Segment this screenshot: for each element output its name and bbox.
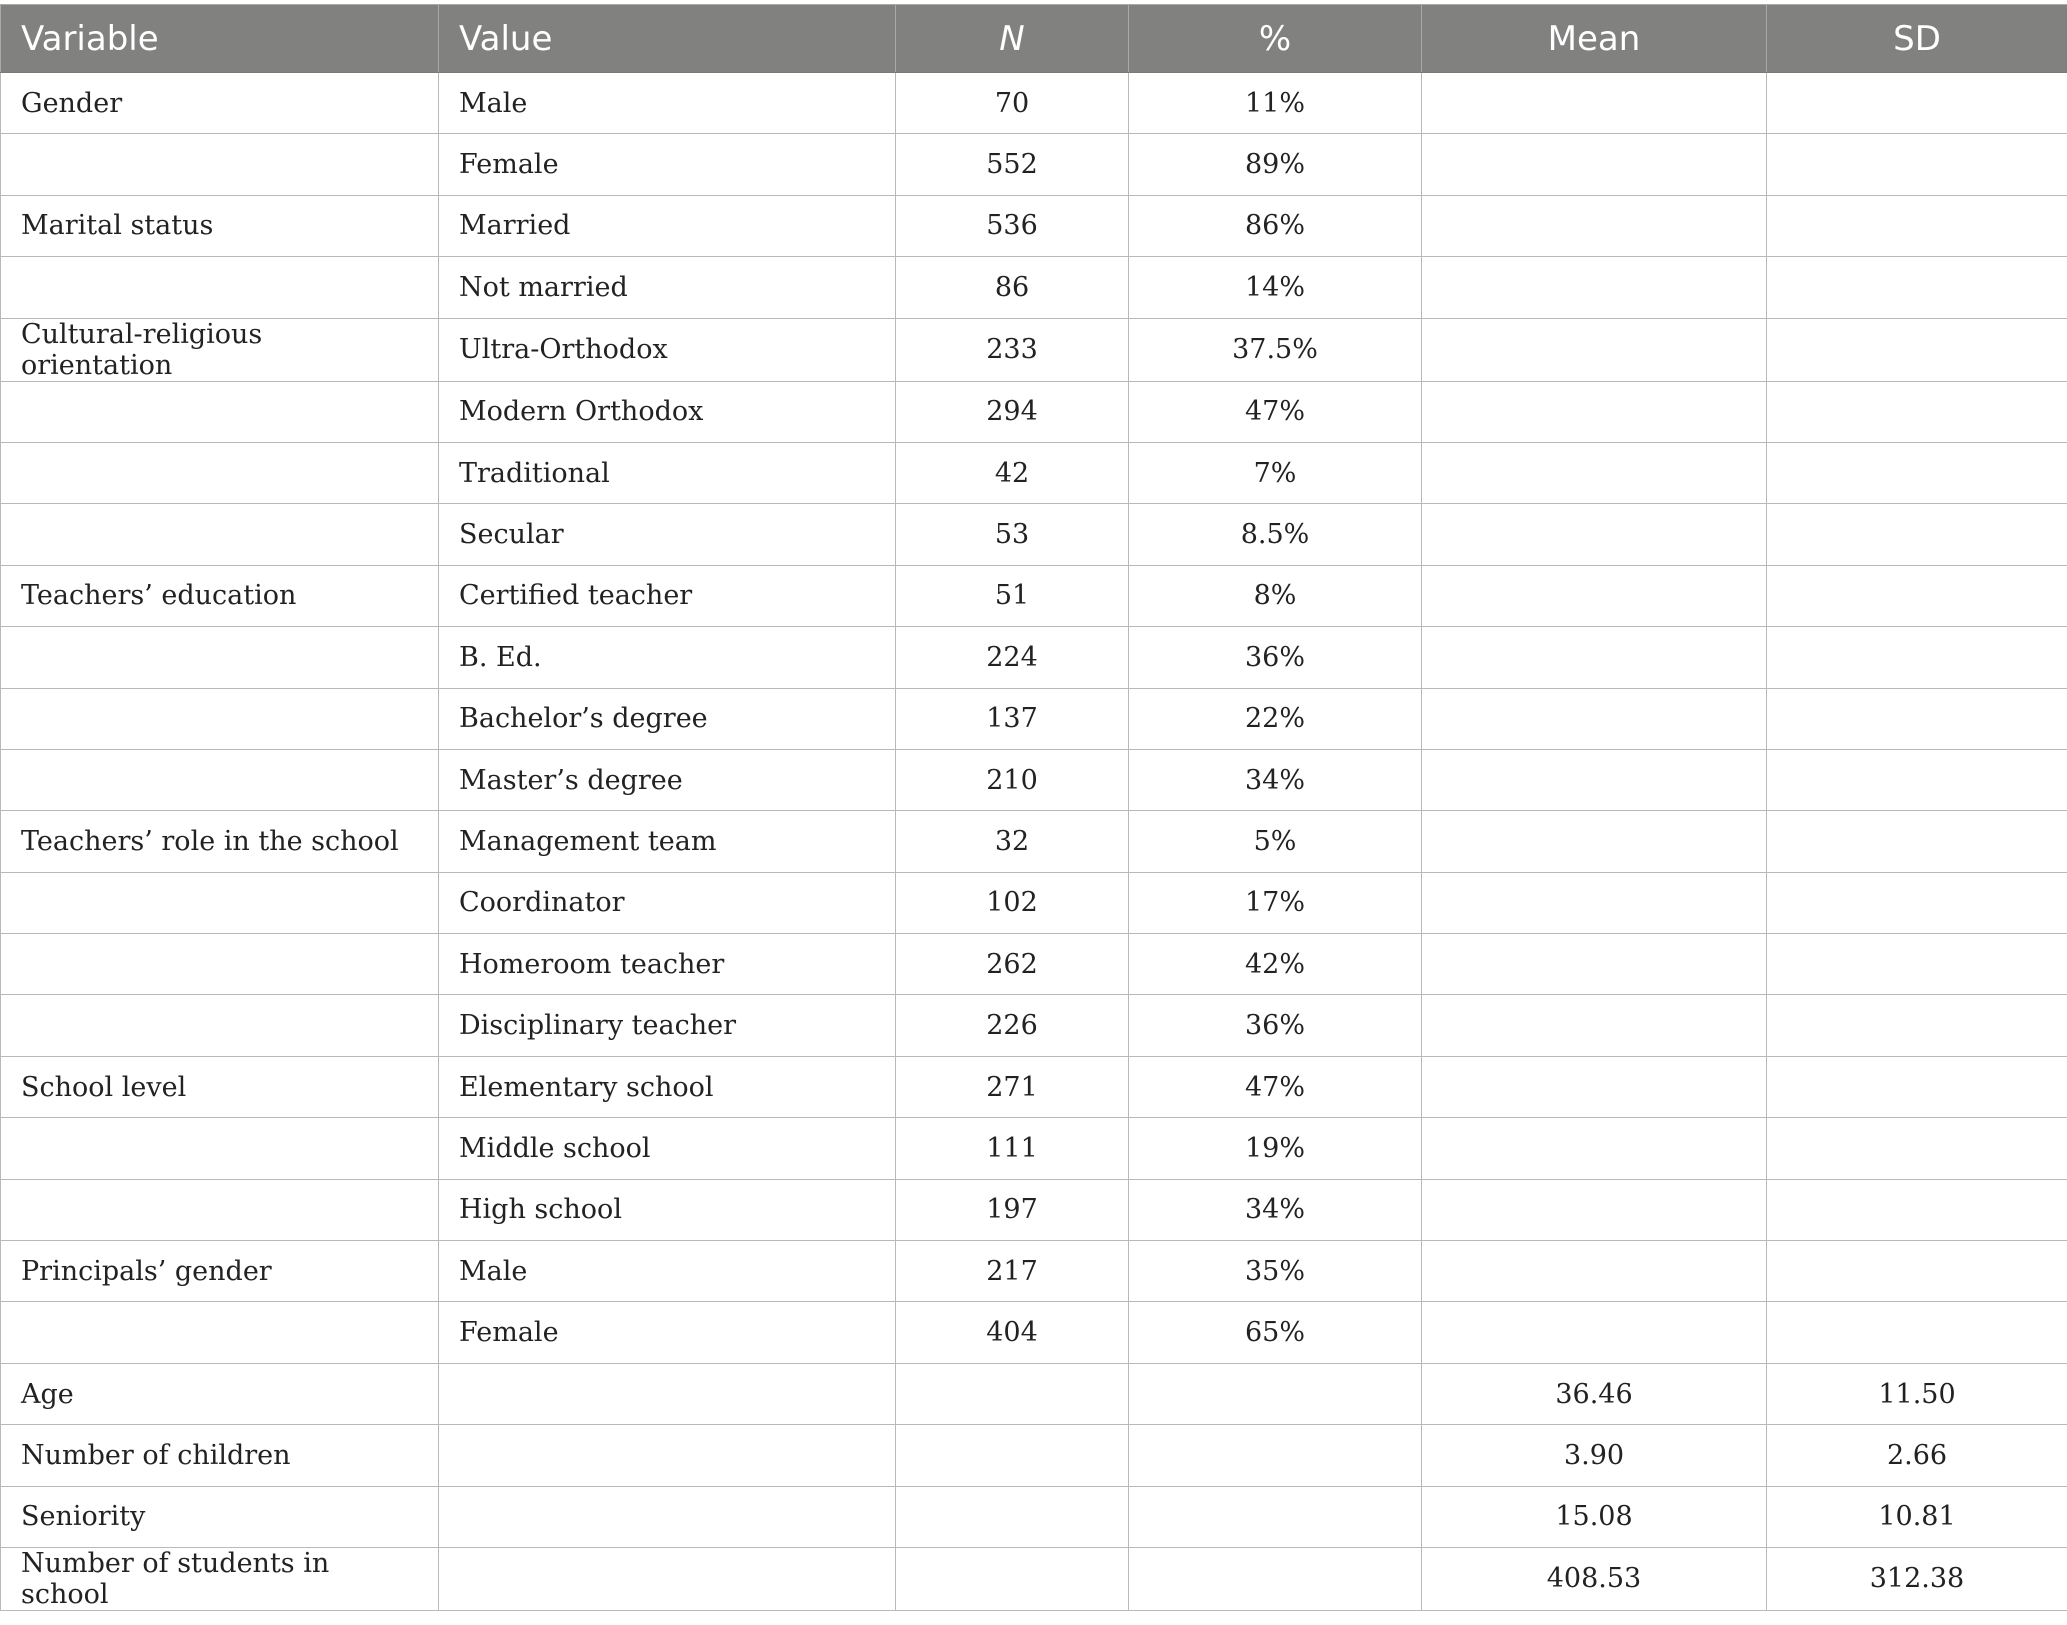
sd-cell xyxy=(1767,318,2067,381)
value-cell: Male xyxy=(439,73,896,134)
value-cell xyxy=(439,1363,896,1424)
sd-cell: 312.38 xyxy=(1767,1547,2067,1610)
percent-cell xyxy=(1129,1363,1422,1424)
n-cell: 137 xyxy=(896,688,1129,749)
value-cell: B. Ed. xyxy=(439,627,896,688)
header-n: N xyxy=(896,5,1129,73)
n-cell: 294 xyxy=(896,381,1129,442)
percent-cell: 42% xyxy=(1129,934,1422,995)
header-sd: SD xyxy=(1767,5,2067,73)
variable-cell xyxy=(1,627,439,688)
variable-cell: Age xyxy=(1,1363,439,1424)
percent-cell: 36% xyxy=(1129,995,1422,1056)
mean-cell xyxy=(1422,1241,1767,1302)
mean-cell: 36.46 xyxy=(1422,1363,1767,1424)
n-cell: 552 xyxy=(896,134,1129,195)
sd-cell xyxy=(1767,1056,2067,1117)
value-cell: Homeroom teacher xyxy=(439,934,896,995)
variable-cell: School level xyxy=(1,1056,439,1117)
value-cell xyxy=(439,1486,896,1547)
percent-cell xyxy=(1129,1425,1422,1486)
table-body xyxy=(1,73,2067,1611)
table-row xyxy=(1,1118,2067,1179)
value-cell: Management team xyxy=(439,811,896,872)
variable-cell: Principals’ gender xyxy=(1,1241,439,1302)
mean-cell xyxy=(1422,381,1767,442)
sd-cell xyxy=(1767,872,2067,933)
table-row xyxy=(1,1056,2067,1117)
value-cell: Middle school xyxy=(439,1118,896,1179)
percent-cell: 22% xyxy=(1129,688,1422,749)
n-cell: 233 xyxy=(896,318,1129,381)
mean-cell xyxy=(1422,442,1767,503)
n-cell: 197 xyxy=(896,1179,1129,1240)
percent-cell: 89% xyxy=(1129,134,1422,195)
n-cell: 210 xyxy=(896,749,1129,810)
value-cell: Master’s degree xyxy=(439,749,896,810)
variable-cell xyxy=(1,442,439,503)
header-row xyxy=(1,5,2067,73)
variable-cell xyxy=(1,504,439,565)
header-mean: Mean xyxy=(1422,5,1767,73)
sd-cell xyxy=(1767,504,2067,565)
sd-cell xyxy=(1767,688,2067,749)
n-cell: 262 xyxy=(896,934,1129,995)
mean-cell xyxy=(1422,504,1767,565)
percent-cell: 19% xyxy=(1129,1118,1422,1179)
percent-cell: 14% xyxy=(1129,257,1422,318)
mean-cell xyxy=(1422,73,1767,134)
percent-cell xyxy=(1129,1547,1422,1610)
mean-cell xyxy=(1422,811,1767,872)
percent-cell: 65% xyxy=(1129,1302,1422,1363)
n-cell: 42 xyxy=(896,442,1129,503)
sd-cell xyxy=(1767,749,2067,810)
sd-cell xyxy=(1767,381,2067,442)
mean-cell xyxy=(1422,934,1767,995)
percent-cell: 34% xyxy=(1129,749,1422,810)
variable-cell: Teachers’ education xyxy=(1,565,439,626)
percent-cell: 11% xyxy=(1129,73,1422,134)
table-row xyxy=(1,442,2067,503)
table-row xyxy=(1,811,2067,872)
n-cell: 102 xyxy=(896,872,1129,933)
variable-cell xyxy=(1,381,439,442)
value-cell: Bachelor’s degree xyxy=(439,688,896,749)
table-row xyxy=(1,872,2067,933)
mean-cell xyxy=(1422,995,1767,1056)
sd-cell xyxy=(1767,257,2067,318)
table-row xyxy=(1,1302,2067,1363)
sd-cell xyxy=(1767,934,2067,995)
n-cell xyxy=(896,1425,1129,1486)
variable-cell xyxy=(1,1302,439,1363)
sd-cell xyxy=(1767,442,2067,503)
value-cell: Coordinator xyxy=(439,872,896,933)
percent-cell: 8.5% xyxy=(1129,504,1422,565)
table-row xyxy=(1,381,2067,442)
variable-cell xyxy=(1,872,439,933)
table-header xyxy=(1,5,2067,73)
table-row xyxy=(1,1241,2067,1302)
header-percent: % xyxy=(1129,5,1422,73)
table-row xyxy=(1,1179,2067,1240)
value-cell: Secular xyxy=(439,504,896,565)
table-row xyxy=(1,627,2067,688)
percent-cell: 5% xyxy=(1129,811,1422,872)
table-row xyxy=(1,134,2067,195)
mean-cell xyxy=(1422,1118,1767,1179)
n-cell: 70 xyxy=(896,73,1129,134)
table-row xyxy=(1,1547,2067,1610)
table-row xyxy=(1,688,2067,749)
variable-cell: Number of children xyxy=(1,1425,439,1486)
sd-cell xyxy=(1767,627,2067,688)
sd-cell xyxy=(1767,565,2067,626)
value-cell: Traditional xyxy=(439,442,896,503)
value-cell xyxy=(439,1547,896,1610)
table-row xyxy=(1,1363,2067,1424)
table-row xyxy=(1,1425,2067,1486)
table-row xyxy=(1,565,2067,626)
value-cell: Ultra-Orthodox xyxy=(439,318,896,381)
percent-cell xyxy=(1129,1486,1422,1547)
value-cell: Disciplinary teacher xyxy=(439,995,896,1056)
percent-cell: 36% xyxy=(1129,627,1422,688)
table-row xyxy=(1,257,2067,318)
variable-cell: Teachers’ role in the school xyxy=(1,811,439,872)
mean-cell xyxy=(1422,1056,1767,1117)
n-cell xyxy=(896,1486,1129,1547)
header-variable: Variable xyxy=(1,5,439,73)
percent-cell: 86% xyxy=(1129,195,1422,256)
demographics-table xyxy=(0,4,2067,1611)
value-cell: Female xyxy=(439,1302,896,1363)
value-cell: Elementary school xyxy=(439,1056,896,1117)
table-row xyxy=(1,73,2067,134)
sd-cell xyxy=(1767,134,2067,195)
header-value: Value xyxy=(439,5,896,73)
value-cell: Female xyxy=(439,134,896,195)
variable-cell: Gender xyxy=(1,73,439,134)
n-cell: 224 xyxy=(896,627,1129,688)
percent-cell: 17% xyxy=(1129,872,1422,933)
sd-cell xyxy=(1767,1302,2067,1363)
mean-cell xyxy=(1422,872,1767,933)
variable-cell xyxy=(1,995,439,1056)
n-cell: 271 xyxy=(896,1056,1129,1117)
mean-cell xyxy=(1422,1179,1767,1240)
n-cell: 404 xyxy=(896,1302,1129,1363)
sd-cell: 2.66 xyxy=(1767,1425,2067,1486)
variable-cell xyxy=(1,1118,439,1179)
sd-cell xyxy=(1767,811,2067,872)
table-row xyxy=(1,318,2067,381)
table-row xyxy=(1,1486,2067,1547)
n-cell: 111 xyxy=(896,1118,1129,1179)
mean-cell xyxy=(1422,749,1767,810)
variable-cell xyxy=(1,134,439,195)
percent-cell: 8% xyxy=(1129,565,1422,626)
variable-cell: Number of students in school xyxy=(1,1547,439,1610)
mean-cell: 3.90 xyxy=(1422,1425,1767,1486)
n-cell: 536 xyxy=(896,195,1129,256)
sd-cell xyxy=(1767,1241,2067,1302)
sd-cell xyxy=(1767,1179,2067,1240)
table-row xyxy=(1,995,2067,1056)
value-cell: Not married xyxy=(439,257,896,318)
percent-cell: 37.5% xyxy=(1129,318,1422,381)
table-row xyxy=(1,934,2067,995)
sd-cell xyxy=(1767,73,2067,134)
sd-cell xyxy=(1767,995,2067,1056)
mean-cell xyxy=(1422,257,1767,318)
variable-cell: Cultural-religious orientation xyxy=(1,318,439,381)
percent-cell: 47% xyxy=(1129,1056,1422,1117)
mean-cell: 15.08 xyxy=(1422,1486,1767,1547)
sd-cell xyxy=(1767,195,2067,256)
variable-cell: Marital status xyxy=(1,195,439,256)
sd-cell: 10.81 xyxy=(1767,1486,2067,1547)
value-cell: High school xyxy=(439,1179,896,1240)
value-cell xyxy=(439,1425,896,1486)
n-cell xyxy=(896,1363,1129,1424)
variable-cell: Seniority xyxy=(1,1486,439,1547)
percent-cell: 47% xyxy=(1129,381,1422,442)
table-row xyxy=(1,504,2067,565)
mean-cell xyxy=(1422,318,1767,381)
mean-cell xyxy=(1422,565,1767,626)
mean-cell xyxy=(1422,134,1767,195)
mean-cell xyxy=(1422,1302,1767,1363)
sd-cell: 11.50 xyxy=(1767,1363,2067,1424)
value-cell: Modern Orthodox xyxy=(439,381,896,442)
percent-cell: 7% xyxy=(1129,442,1422,503)
mean-cell xyxy=(1422,688,1767,749)
value-cell: Married xyxy=(439,195,896,256)
percent-cell: 34% xyxy=(1129,1179,1422,1240)
mean-cell xyxy=(1422,195,1767,256)
variable-cell xyxy=(1,257,439,318)
table-row xyxy=(1,195,2067,256)
mean-cell: 408.53 xyxy=(1422,1547,1767,1610)
percent-cell: 35% xyxy=(1129,1241,1422,1302)
n-cell: 226 xyxy=(896,995,1129,1056)
n-cell: 86 xyxy=(896,257,1129,318)
variable-cell xyxy=(1,688,439,749)
n-cell: 32 xyxy=(896,811,1129,872)
value-cell: Certified teacher xyxy=(439,565,896,626)
mean-cell xyxy=(1422,627,1767,688)
variable-cell xyxy=(1,1179,439,1240)
value-cell: Male xyxy=(439,1241,896,1302)
n-cell: 217 xyxy=(896,1241,1129,1302)
table-row xyxy=(1,749,2067,810)
demographics-table-container xyxy=(0,4,2067,1611)
variable-cell xyxy=(1,749,439,810)
n-cell: 53 xyxy=(896,504,1129,565)
n-cell xyxy=(896,1547,1129,1610)
n-cell: 51 xyxy=(896,565,1129,626)
sd-cell xyxy=(1767,1118,2067,1179)
variable-cell xyxy=(1,934,439,995)
